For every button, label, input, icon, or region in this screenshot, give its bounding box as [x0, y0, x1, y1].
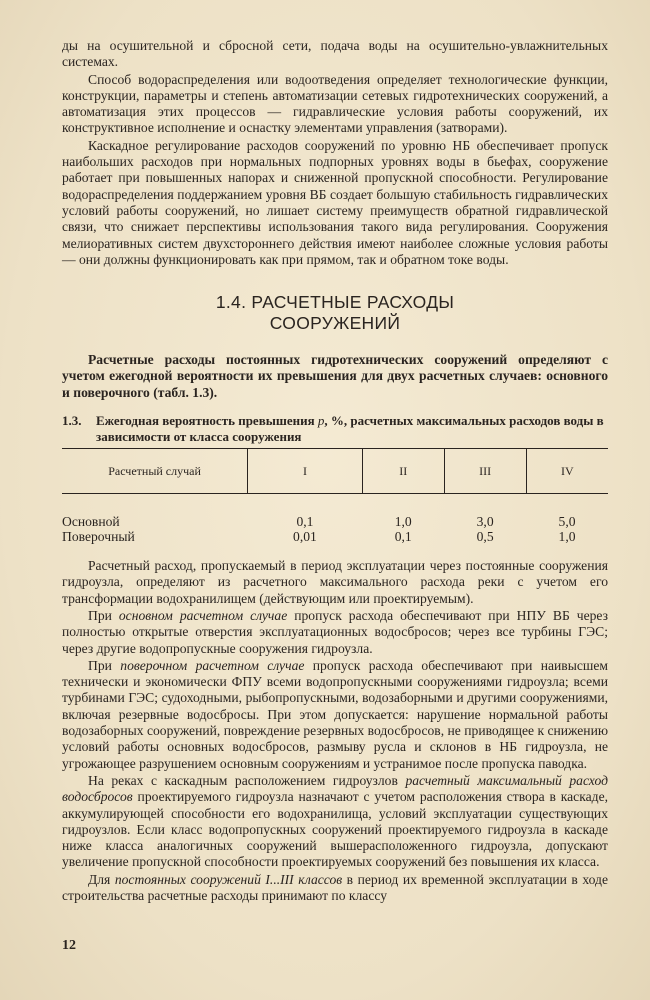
- table-cell: Основной: [62, 514, 120, 530]
- table-cell: 5,0: [558, 514, 576, 530]
- table-number: 1.3.: [62, 413, 82, 429]
- paragraph-cascade-rivers: На реках с каскадным расположением гидроузлов расчетный максимальный расход водосбросов проектируемого гидроузла назначают с учетом расположения створа в каскаде, аккумулирующей способности его водохранилища, условий эксплуатации существующих гидроузлов. Если класс водопропускных сооружений проектируемого гидроузла в каскаде ниже класса аналогичных сооружений вышерасположенного гидроузла, допускают увеличение пропускной способности проектируемых сооружений без повышения их класса.: [62, 772, 608, 870]
- paragraph-design-discharge: Расчетный расход, пропускаемый в период эксплуатации через постоянные сооружения гидроузла, определяют из расчетного максимального расхода реки с учетом его трансформации водохранилищем (действующим или проектируемым).: [62, 558, 608, 606]
- table-cell: 3,0: [476, 514, 494, 530]
- paragraph-check-case: При поверочном расчетном случае пропуск расхода обеспечивают при наивысшем технически и экономически ФПУ всеми водопропускными сооружениями гидроузла; всеми турбинами ГЭС; судоходными, рыбопропускными, водозаборными и другими сооружениями, включая резервные водосбросы. При этом допускается: нарушение нормальной работы водозаборных сооружений, повреждение резервных водосбросов, не приводящее к снижению условий работы основных водосбросов, размыву русла и склонов в НБ гидроузла, не угрожающее разрушением основным сооружениям и устранимое после пропуска паводка.: [62, 657, 608, 771]
- table-caption: 1.3. Ежегодная вероятность превышения p, %, расчетных максимальных расходов воды в зависимости от класса сооружения: [62, 413, 604, 444]
- table-cell: 0,1: [394, 529, 412, 545]
- table-cell: 1,0: [394, 514, 412, 530]
- section-title-line2: СООРУЖЕНИЙ: [269, 313, 401, 334]
- paragraph-cascade-regulation: Каскадное регулирование расходов сооружений по уровню НБ обеспечивает пропуск наибольших расходов при нормальных подпорных уровнях воды в бьефах, сооружение работает при повышенных напорах и сниженной пропускной способности. Регулирование водораспределения поддержанием уровня ВБ создает большую стабильность гидравлических условий работы сооружений, но лишает систему преимуществ обратной гидравлической связи, что снижает перспективы использования такого вида регулирования. Сооружения мелиоративных систем двухстороннего действия имеют наиболее сложные условия работы — они должны функционировать как при прямом, так и обратном токе воды.: [62, 137, 608, 267]
- table-cell: 0,5: [476, 529, 494, 545]
- page-number: 12: [62, 938, 76, 953]
- table-header-row: [62, 449, 608, 494]
- page-content: [62, 38, 608, 904]
- table-header-class-2: II: [362, 449, 444, 494]
- table-row: [62, 494, 608, 530]
- table-cell: Поверочный: [62, 529, 135, 545]
- table-cell: 1,0: [558, 529, 576, 545]
- paragraph-main-case: При основном расчетном случае пропуск расхода обеспечивают при НПУ ВБ через полностью открытые отверстия эксплуатационных водосбросов; через все турбины ГЭС; через другие водопропускные сооружения гидроузла.: [62, 607, 608, 656]
- table-cell: 0,1: [296, 514, 314, 530]
- table-header-class-3: III: [444, 449, 526, 494]
- paragraph-distribution-method: Способ водораспределения или водоотведения определяет технологические функции, конструкции, параметры и степень автоматизации сетевых гидротехнических сооружений, а автоматизация этих процессов — гидравлические условия работы сооружений, их конструктивное исполнение и оснастку элементами управления (затворами).: [62, 71, 608, 136]
- section-title-line1: 1.4. РАСЧЕТНЫЕ РАСХОДЫ: [215, 292, 455, 313]
- table-cell: 0,01: [293, 529, 317, 545]
- paragraph-permanent-structures: Для постоянных сооружений I...III классов в период их временной эксплуатации в ходе строительства расчетные расходы принимают по классу: [62, 871, 608, 903]
- table-header-case: Расчетный случай: [62, 449, 248, 494]
- table-header-class-4: IV: [526, 449, 608, 494]
- section-intro: Расчетные расходы постоянных гидротехнических сооружений определяют с учетом ежегодной вероятности их превышения для двух расчетных случаев: основного и поверочного (табл. 1.3).: [62, 352, 608, 400]
- table-row: [62, 529, 608, 544]
- probability-table: [62, 448, 608, 544]
- paragraph-continuation: ды на осушительной и сбросной сети, подача воды на осушительно-увлажнительных системах.: [62, 38, 608, 70]
- table-header-class-1: I: [248, 449, 363, 494]
- section-heading: [62, 292, 608, 334]
